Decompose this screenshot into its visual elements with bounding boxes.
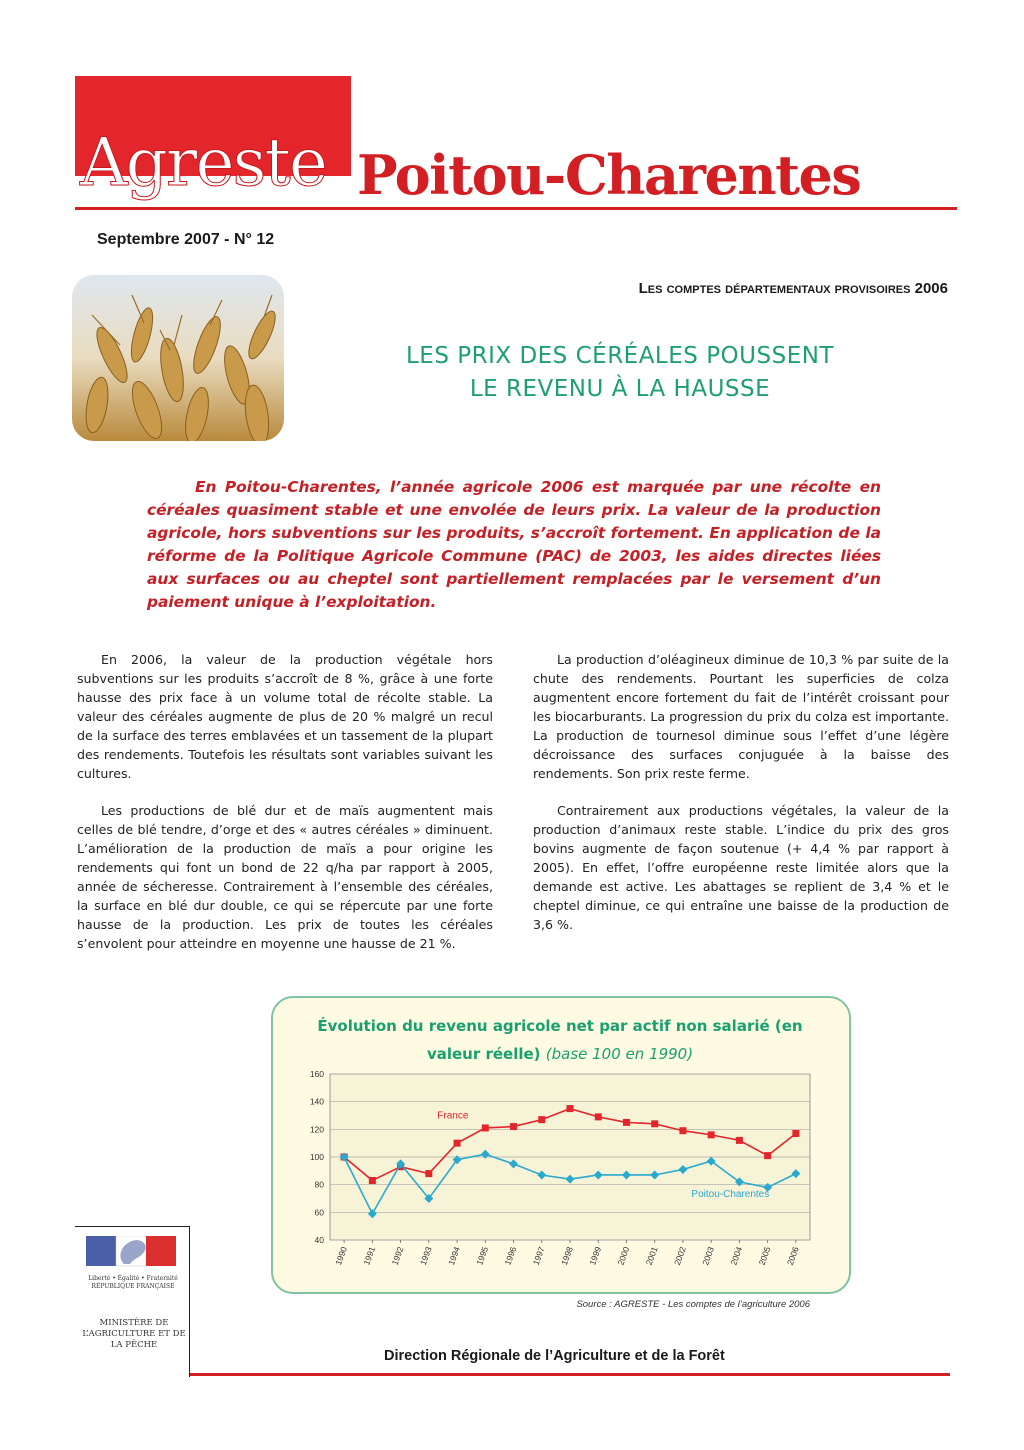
data-point (454, 1140, 461, 1147)
data-point (567, 1105, 574, 1112)
chart-title-base: (base 100 en 1990) (545, 1045, 694, 1063)
header-rule (75, 207, 957, 210)
data-point (679, 1127, 686, 1134)
x-tick-label: 2003 (700, 1245, 717, 1267)
footer-rule (190, 1373, 950, 1376)
x-tick-label: 1996 (502, 1245, 519, 1267)
data-point (764, 1152, 771, 1159)
paragraph: Contrairement aux productions végétales, la valeur de la production d’animaux reste stable. L’indice du prix des gros bovins augmente de façon soutenue (+ 4,4 % par rapport à 2005). En effet, l’offre européenne reste limitée alors que la demande est active. Les abattages se replient de 3,4 % et le cheptel diminue, ce qui entraîne une baisse de la production de 3,6 %. (533, 803, 949, 932)
footer-organization: Direction Régionale de l’Agriculture et de la Forêt (384, 1348, 725, 1364)
data-point (708, 1131, 715, 1138)
series-title: Les comptes départementaux provisoires 2006 (638, 280, 948, 297)
data-point (736, 1137, 743, 1144)
paragraph: En 2006, la valeur de la production végétale hors subventions sur les produits s’accroît de 8 %, grâce à une forte hausse des prix face à un volume total de récolte stable. La valeur des céréales augmente de plus de 20 % malgré un recul de la surface des terres emblavées et un tassement de la plupart des rendements. Toutefois les résultats sont variables suivant les cultures. (77, 652, 493, 781)
headline (340, 340, 900, 406)
data-point (792, 1130, 799, 1137)
brand-agreste: Agreste (80, 124, 326, 201)
data-point (623, 1119, 630, 1126)
issue-date: Septembre 2007 - N° 12 (97, 231, 275, 248)
y-tick-label: 40 (314, 1235, 324, 1245)
body-column-right (533, 650, 949, 952)
data-point (651, 1120, 658, 1127)
x-tick-label: 1998 (559, 1245, 575, 1267)
series-label-poitou-charentes: Poitou-Charentes (691, 1189, 770, 1201)
x-tick-label: 1991 (361, 1245, 378, 1267)
x-tick-label: 1997 (530, 1245, 547, 1267)
headline-line-2: LE REVENU À LA HAUSSE (469, 376, 771, 402)
headline-line-1: LES PRIX DES CÉRÉALES POUSSENT (405, 343, 834, 369)
y-tick-label: 60 (314, 1207, 324, 1218)
y-tick-label: 120 (309, 1124, 324, 1135)
chart-title-main: Évolution du revenu agricole net par actif non salarié (en valeur réelle) (317, 1017, 803, 1063)
brand-region: Poitou-Charentes (357, 143, 861, 207)
x-tick-label: 2006 (784, 1245, 801, 1267)
data-point (425, 1170, 432, 1177)
x-tick-label: 2000 (615, 1245, 632, 1267)
paragraph: Les productions de blé dur et de maïs augmentent mais celles de blé tendre, d’orge et des « autres céréales » diminuent. L’amélioration de la production de maïs a pour origine les rendements qui font un bond de 22 q/ha par rapport à 2005, année de sécheresse. Contrairement à l’ensemble des céréales, la surface en blé dur double, ce qui se répercute par une forte hausse de la production. Les prix de toutes les céréales s’envolent pour atteindre en moyenne une hausse de 21 %. (77, 803, 493, 951)
data-point (369, 1177, 376, 1184)
x-tick-label: 2001 (643, 1245, 660, 1267)
y-tick-label: 80 (314, 1179, 324, 1190)
line-chart (290, 1064, 830, 1284)
chart-source: Source : AGRESTE - Les comptes de l’agriculture 2006 (576, 1299, 810, 1310)
x-tick-label: 1992 (389, 1245, 406, 1267)
republic-caption: Liberté • Égalité • Fraternité RÉPUBLIQUE FRANÇAISE (88, 1275, 178, 1290)
marianne-logo-icon (86, 1236, 180, 1272)
lead-paragraph: En Poitou-Charentes, l’année agricole 2006 est marquée par une récolte en céréales quasiment stable et une envolée de leurs prix. La valeur de la production agricole, hors subventions sur les produits, s’accroît fortement. En application de la réforme de la Politique Agricole Commune (PAC) de 2003, les aides directes liées aux surfaces ou au cheptel sont partiellement remplacées par le versement d’un paiement unique à l’exploitation. (147, 478, 881, 611)
y-tick-label: 160 (309, 1069, 324, 1079)
wheat-photo (72, 275, 284, 441)
x-tick-label: 2004 (728, 1245, 745, 1267)
data-point (510, 1123, 517, 1130)
paragraph: La production d’oléagineux diminue de 10,3 % par suite de la chute des rendements. Pourtant les superficies de colza augmentent encore fortement du fait de l’intérêt croissant pour les biocarburants. La progression du prix du colza est importante. La production de tournesol diminue sous l’effet d’une légère décroissance des surfaces conjuguée à la baisse des rendements. Son prix reste ferme. (533, 652, 949, 781)
body-column-left (77, 650, 493, 971)
y-tick-label: 140 (309, 1096, 324, 1107)
x-tick-label: 2002 (671, 1245, 688, 1267)
data-point (595, 1113, 602, 1120)
y-tick-label: 100 (309, 1152, 324, 1162)
x-tick-label: 1995 (474, 1245, 491, 1267)
data-point (538, 1116, 545, 1123)
ministry-name: MINISTÈRE DE L’AGRICULTURE ET DE LA PÊCHE (82, 1318, 186, 1350)
x-tick-label: 1999 (587, 1245, 604, 1267)
chart-title (300, 1012, 820, 1068)
series-label-france: France (437, 1110, 469, 1122)
x-tick-label: 1994 (446, 1245, 462, 1267)
x-tick-label: 1993 (417, 1245, 434, 1267)
x-tick-label: 1990 (333, 1245, 349, 1267)
data-point (482, 1124, 489, 1131)
x-tick-label: 2005 (756, 1245, 773, 1267)
